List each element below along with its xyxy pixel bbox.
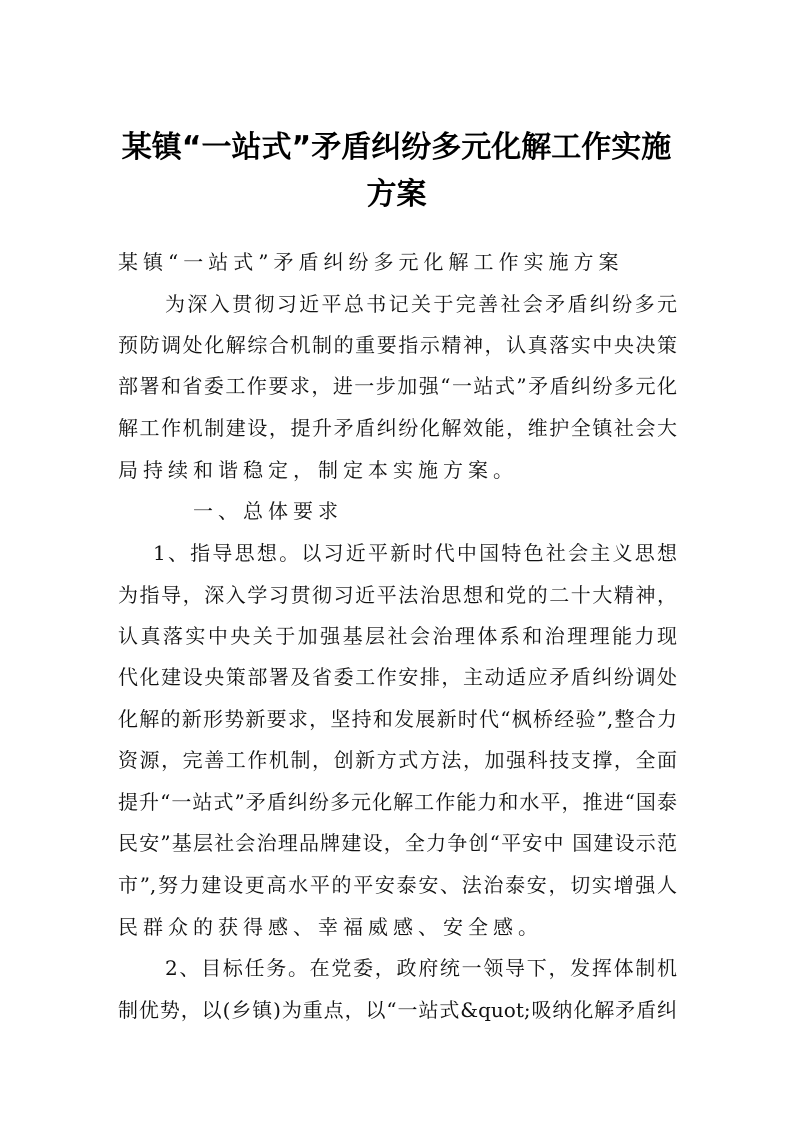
paragraph-line: 代化建设央策部署及省委工作安排，主动适应矛盾纠纷调处	[118, 665, 677, 689]
paragraph-line: 预防调处化解综合机制的重要指示精神，认真落实中央决策	[118, 333, 677, 357]
paragraph-line: 认真落实中央关于加强基层社会治理体系和治理理能力现	[118, 624, 677, 648]
paragraph-line: 民群众的获得感、幸福威感、安全感。	[118, 915, 543, 939]
paragraph-line: 解工作机制建设，提升矛盾纠纷化解效能，维护全镇社会大	[118, 416, 677, 440]
document-title-line-1: 某镇“一站式”矛盾纠纷多元化解工作实施	[121, 130, 672, 165]
paragraph-line: 市”,努力建设更高水平的平安泰安、法治泰安，切实增强人	[118, 873, 677, 897]
paragraph-line: 资源，完善工作机制，创新方式方法，加强科技支撑，全面	[118, 748, 677, 772]
paragraph-line: 2、目标任务。在党委，政府统一领导下，发挥体制机	[165, 956, 677, 980]
paragraph-line: 部署和省委工作要求，进一步加强“一站式”矛盾纠纷多元化	[118, 374, 677, 398]
paragraph-line: 1、指导思想。以习近平新时代中国特色社会主义思想	[153, 541, 677, 565]
document-title-line-2: 方案	[366, 177, 427, 212]
paragraph-line: 为指导，深入学习贯彻习近平法治思想和党的二十大精神，	[118, 583, 677, 607]
subtitle: 某镇“一站式”矛盾纠纷多元化解工作实施方案	[118, 250, 624, 274]
section-heading: 一、总体要求	[193, 499, 343, 523]
paragraph-line: 局持续和谐稳定，制定本实施方案。	[118, 458, 518, 482]
paragraph-line: 化解的新形势新要求，坚持和发展新时代“枫桥经验”,整合力	[118, 707, 677, 731]
paragraph-line: 制优势，以(乡镇)为重点，以“一站式&quot;吸纳化解矛盾纠	[118, 998, 677, 1022]
paragraph-line: 提升“一站式”矛盾纠纷多元化解工作能力和水平，推进“国泰	[118, 790, 677, 814]
paragraph-line: 为深入贯彻习近平总书记关于完善社会矛盾纠纷多元	[165, 292, 677, 316]
paragraph-line: 民安”基层社会治理品牌建设，全力争创“平安中 国建设示范	[118, 831, 677, 855]
